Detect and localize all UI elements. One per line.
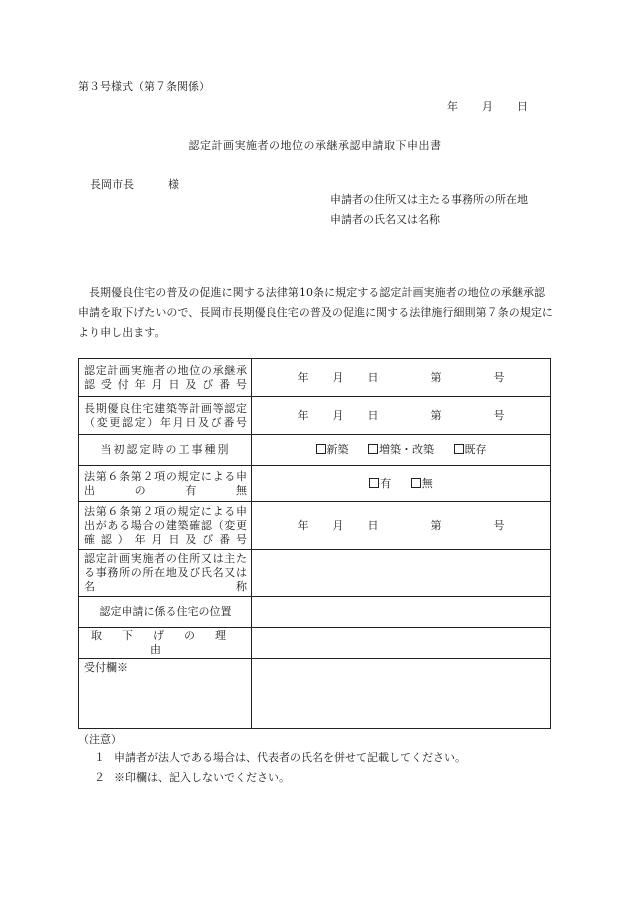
date-number-field[interactable]: 年 月 日 第 号 [252,502,551,550]
date-line [447,100,528,114]
table-row [79,466,551,502]
applicant-address-label: 申請者の住所又は主たる事務所の所在地 [330,193,528,206]
note-text: 申請者が法人である場合は、代表者の氏名を併せて記載してください。 [114,751,466,764]
note-item [94,751,466,765]
checkbox-icon[interactable] [411,478,421,488]
row-label: 認定申請に係る住宅の位置 [79,597,252,628]
row-label: 認定計画実施者の住所又は主たる事務所の所在地及び氏名又は名称 [79,550,252,597]
row-label: 受付欄※ [79,659,252,729]
table-row [79,550,551,597]
option-existing[interactable]: 既存 [454,443,487,457]
option-extension[interactable]: 増築・改築 [368,443,434,457]
date-number-field[interactable]: 年 月 日 第 号 [252,359,551,397]
date-year-label: 年 [447,100,458,113]
housing-location-field[interactable] [252,597,551,628]
table-row [79,659,551,729]
option-yes[interactable]: 有 [369,477,391,491]
option-new[interactable]: 新築 [316,443,349,457]
body-text: 長期優良住宅の普及の促進に関する法律第10条に規定する認定計画実施者の地位の承継承認申請を取下げたいので、長岡市長期優良住宅の普及の促進に関する法律施行細則第７条の規定により申し出ます。 [78,286,553,339]
table-row [79,435,551,466]
applicant-name-label: 申請者の氏名又は名称 [330,213,440,226]
date-month-label: 月 [482,100,493,113]
implementer-address-field[interactable] [252,550,551,597]
checkbox-icon[interactable] [316,444,326,454]
option-no[interactable]: 無 [411,477,433,491]
document-title: 認定計画実施者の地位の承継承認申請取下申出書 [188,139,442,152]
yes-no-options [252,466,551,502]
table-row [79,597,551,628]
application-table [78,358,551,729]
construction-type-options [252,435,551,466]
row-label: 法第６条第２項の規定による申出の有無 [79,466,252,502]
form-number: 第３号様式（第７条関係） [78,80,210,93]
table-row [79,359,551,397]
reception-field [252,659,551,729]
row-label: 法第６条第２項の規定による申出がある場合の建築確認（変更確認）年月日及び番号 [79,502,252,550]
note-text: ※印欄は、記入しないでください。 [114,771,290,784]
table-row [79,502,551,550]
date-number-field[interactable]: 年 月 日 第 号 [252,397,551,435]
row-label: 長期優良住宅建築等計画等認定（変更認定）年月日及び番号 [79,397,252,435]
checkbox-icon[interactable] [368,444,378,454]
checkbox-icon[interactable] [369,478,379,488]
row-label: 認定計画実施者の地位の承継承認受付年月日及び番号 [79,359,252,397]
addressee-honorific: 様 [168,178,179,191]
note-number: ２ [94,771,105,784]
checkbox-icon[interactable] [454,444,464,454]
notes-heading: （注意） [78,733,122,746]
row-label: 当初認定時の工事種別 [79,435,252,466]
table-row [79,628,551,659]
addressee-name: 長岡市長 [90,178,134,191]
table-row [79,397,551,435]
addressee [90,178,179,192]
row-label: 取下げの理由 [79,628,252,659]
withdrawal-reason-field[interactable] [252,628,551,659]
note-item [94,771,290,785]
note-number: １ [94,751,105,764]
date-day-label: 日 [517,100,528,113]
